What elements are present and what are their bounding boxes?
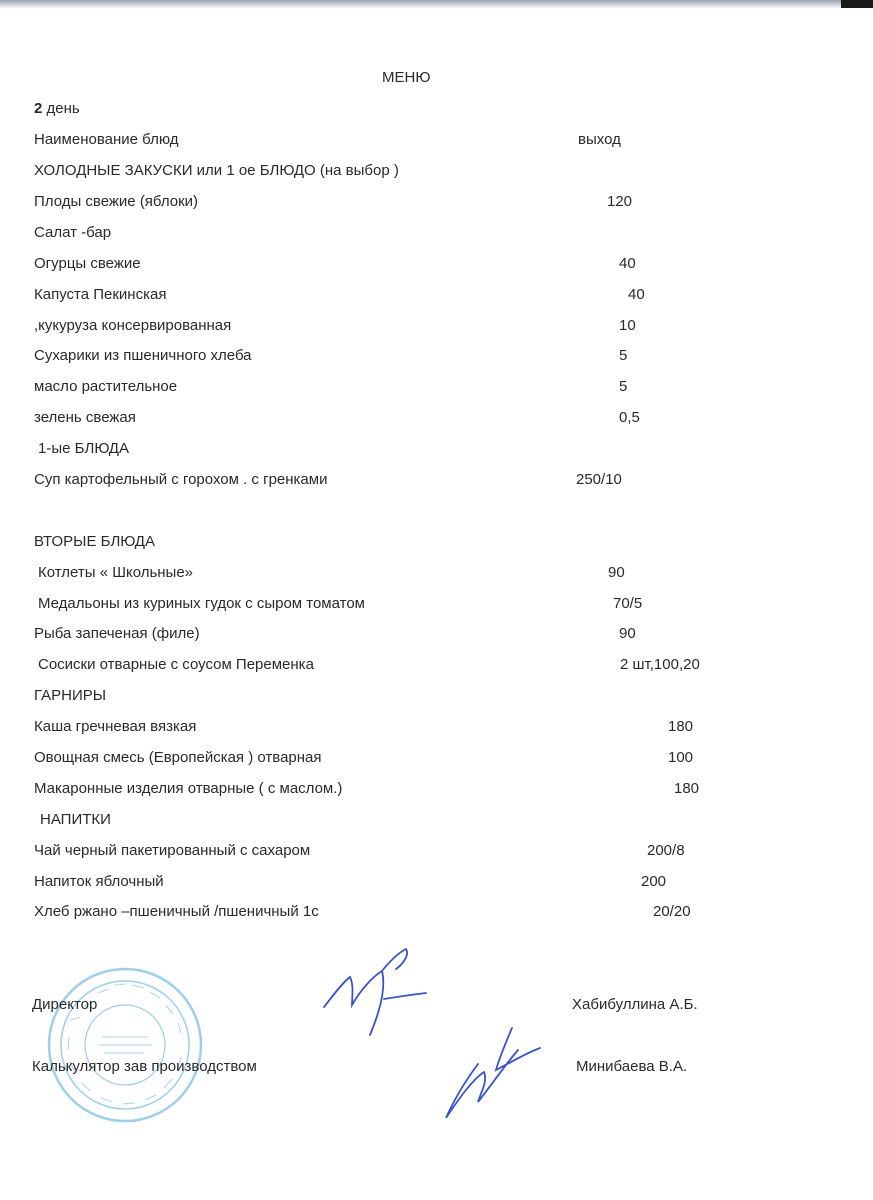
menu-row bbox=[0, 378, 873, 398]
director-signature bbox=[322, 945, 432, 1040]
section-second: ВТОРЫЕ БЛЮДА bbox=[34, 533, 155, 550]
menu-row bbox=[0, 193, 873, 213]
document-title: МЕНЮ bbox=[382, 69, 431, 86]
item-qty: 2 шт,100,20 bbox=[620, 656, 700, 673]
item-name: Сосиски отварные с соусом Переменка bbox=[38, 656, 314, 673]
item-qty: 180 bbox=[674, 780, 700, 797]
calculator-label: Калькулятор зав производством bbox=[32, 1058, 257, 1075]
item-qty: 200 bbox=[641, 873, 667, 890]
item-name: Рыба запеченая (филе) bbox=[34, 625, 200, 642]
item-qty: 180 bbox=[668, 718, 694, 735]
item-name: Медальоны из куриных гудок с сыром томатом bbox=[38, 595, 365, 612]
menu-row bbox=[0, 286, 873, 306]
menu-row bbox=[0, 409, 873, 429]
item-qty: 5 bbox=[619, 347, 628, 364]
item-qty: 0,5 bbox=[619, 409, 640, 426]
menu-row bbox=[0, 564, 873, 584]
item-name: Чай черный пакетированный с сахаром bbox=[34, 842, 311, 859]
menu-row bbox=[0, 347, 873, 367]
item-qty: 200/8 bbox=[647, 842, 685, 859]
calculator-name: Минибаева В.А. bbox=[576, 1058, 688, 1075]
item-qty: 20/20 bbox=[653, 903, 691, 920]
menu-row bbox=[0, 224, 873, 244]
menu-row bbox=[0, 625, 873, 645]
item-name: масло растительное bbox=[34, 378, 178, 395]
menu-row bbox=[0, 749, 873, 769]
scan-top-edge bbox=[0, 0, 873, 9]
director-name: Хабибуллина А.Б. bbox=[572, 996, 698, 1013]
day-label: день bbox=[46, 100, 80, 117]
item-name: Капуста Пекинская bbox=[34, 286, 167, 303]
item-qty: 40 bbox=[628, 286, 645, 303]
menu-row bbox=[0, 471, 873, 491]
item-name: Суп картофельный с горохом . с гренками bbox=[34, 471, 328, 488]
item-name: ,кукуруза консервированная bbox=[34, 317, 232, 334]
item-qty: 120 bbox=[607, 193, 633, 210]
item-qty: 90 bbox=[619, 625, 636, 642]
menu-row bbox=[0, 656, 873, 676]
section-garnish: ГАРНИРЫ bbox=[34, 687, 107, 704]
item-name: Котлеты « Школьные» bbox=[38, 564, 194, 581]
item-qty: 90 bbox=[608, 564, 625, 581]
menu-row bbox=[0, 317, 873, 337]
item-name: Напиток яблочный bbox=[34, 873, 164, 890]
menu-row bbox=[0, 780, 873, 800]
item-name: Сухарики из пшеничного хлеба bbox=[34, 347, 252, 364]
item-qty: 70/5 bbox=[613, 595, 643, 612]
menu-row bbox=[0, 255, 873, 275]
item-name: Салат -бар bbox=[34, 224, 112, 241]
item-name: Хлеб ржано –пшеничный /пшеничный 1с bbox=[34, 903, 319, 920]
item-name: зелень свежая bbox=[34, 409, 136, 426]
item-qty: 40 bbox=[619, 255, 636, 272]
column-header-name: Наименование блюд bbox=[34, 131, 179, 148]
section-cold: ХОЛОДНЫЕ ЗАКУСКИ или 1 ое БЛЮДО (на выбор ) bbox=[34, 162, 399, 179]
item-qty: 250/10 bbox=[576, 471, 622, 488]
item-name: Каша гречневая вязкая bbox=[34, 718, 197, 735]
item-qty: 5 bbox=[619, 378, 628, 395]
scan-corner-mark bbox=[841, 0, 873, 8]
menu-row bbox=[0, 873, 873, 893]
menu-row bbox=[0, 595, 873, 615]
item-qty: 100 bbox=[668, 749, 694, 766]
item-name: Огурцы свежие bbox=[34, 255, 141, 272]
official-stamp bbox=[40, 965, 210, 1125]
menu-row bbox=[0, 842, 873, 862]
day-number: 2 bbox=[34, 100, 43, 117]
menu-row bbox=[0, 718, 873, 738]
item-qty: 10 bbox=[619, 317, 636, 334]
column-header-output: выход bbox=[578, 131, 621, 148]
director-label: Директор bbox=[32, 996, 98, 1013]
item-name: Макаронные изделия отварные ( с маслом.) bbox=[34, 780, 343, 797]
section-first: 1-ые БЛЮДА bbox=[38, 440, 129, 457]
menu-row bbox=[0, 903, 873, 923]
section-drinks: НАПИТКИ bbox=[40, 811, 111, 828]
item-name: Плоды свежие (яблоки) bbox=[34, 193, 199, 210]
day-line bbox=[34, 100, 80, 117]
item-name: Овощная смесь (Европейская ) отварная bbox=[34, 749, 322, 766]
calculator-signature bbox=[438, 1020, 548, 1125]
